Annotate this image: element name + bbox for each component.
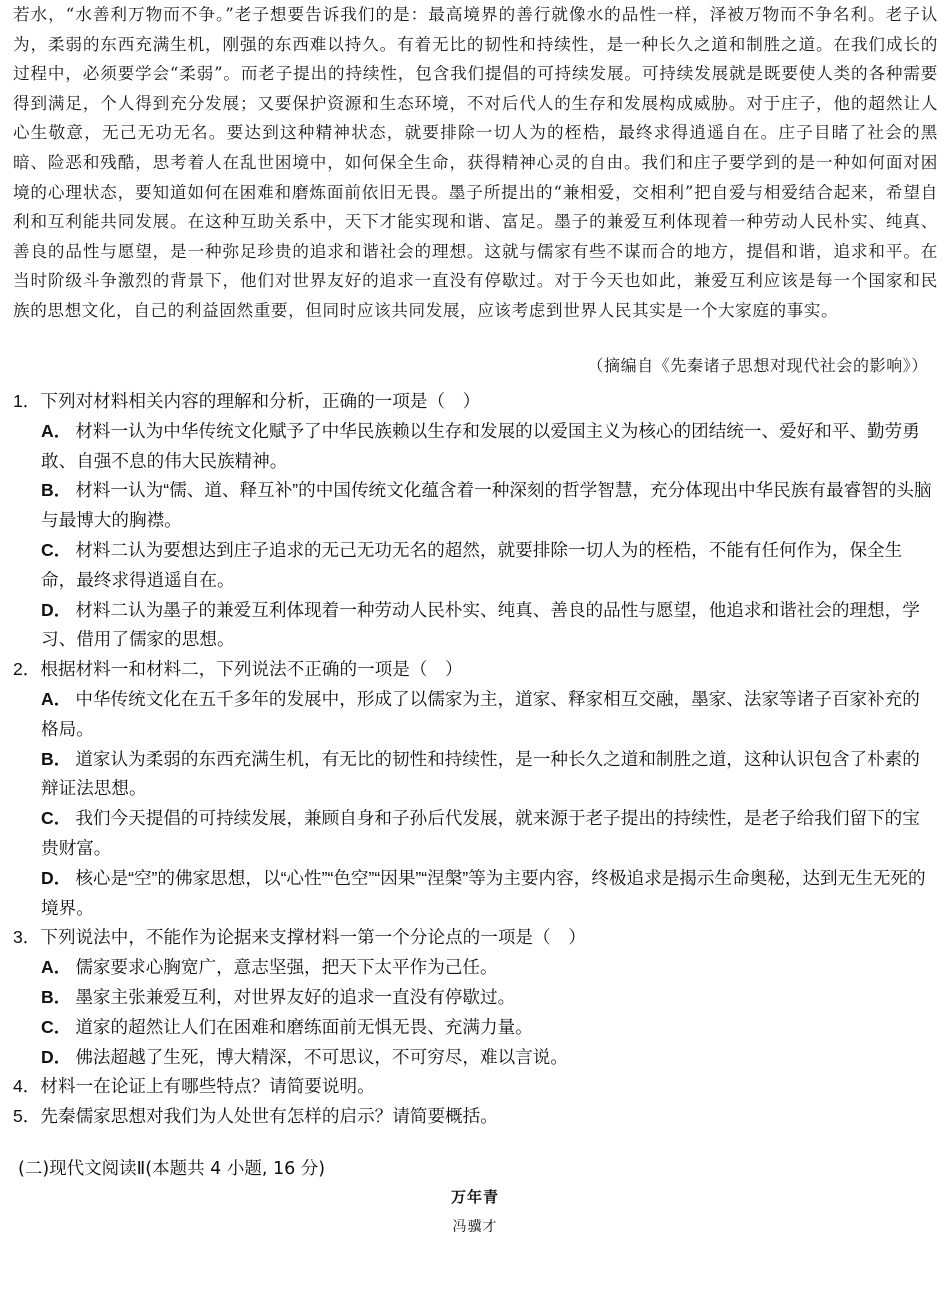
option-d [13, 1043, 933, 1073]
option-c [13, 1013, 933, 1043]
question-number: 5． [13, 1106, 41, 1127]
option-text: 材料二认为要想达到庄子追求的无己无功无名的超然，就要排除一切人为的桎梏，不能有任何作为，保全生命，最终求得逍遥自在。 [41, 539, 903, 590]
option-d [13, 596, 933, 656]
option-text: 材料一认为中华传统文化赋予了中华民族赖以生存和发展的以爱国主义为核心的团结统一、爱好和平、勤劳勇敢、自强不息的伟大民族精神。 [41, 420, 920, 471]
option-letter: A． [41, 688, 72, 709]
question-number: 4． [13, 1076, 41, 1097]
question-1 [13, 387, 933, 655]
option-text: 核心是“空”的佛家思想，以“心性”“色空”“因果”“涅槃”等为主要内容，终极追求是揭示生命奥秘，达到无生无死的境界。 [41, 867, 926, 918]
question-text: 下列说法中，不能作为论据来支撑材料一第一个分论点的一项是（ ） [40, 927, 586, 948]
option-a [13, 953, 933, 983]
option-text: 我们今天提倡的可持续发展，兼顾自身和子孙后代发展，就来源于老子提出的持续性，是老子给我们留下的宝贵财富。 [41, 808, 920, 858]
article-author: 冯骥才 [452, 1219, 498, 1235]
option-text: 道家的超然让人们在困难和磨练面前无惧无畏、充满力量。 [75, 1016, 533, 1037]
option-text: 中华传统文化在五千多年的发展中，形成了以儒家为主，道家、释家相互交融，墨家、法家等诸子百家补充的格局。 [41, 688, 920, 739]
option-letter: C． [41, 808, 72, 829]
option-text: 材料二认为墨子的兼爱互利体现着一种劳动人民朴实、纯真、善良的品性与愿望，他追求和谐社会的理想，学习、借用了儒家的思想。 [41, 599, 920, 650]
question-stem [13, 387, 933, 417]
question-text: 下列对材料相关内容的理解和分析，正确的一项是（ ） [40, 391, 481, 411]
option-letter: C． [41, 539, 72, 560]
material-two-passage: 若水，“水善利万物而不争。”老子想要告诉我们的是：最高境界的善行就像水的品性一样，泽被万物而不争名利。老子认为，柔弱的东西充满生机，刚强的东西难以持久。有着无比的韧性和持续性，是一种长久之道和制胜之道。在我们成长的过程中，必须要学会“柔弱”。而老子提出的持续性，包含我们提倡的可持续发展。可持续发展就是既要使人类的各种需要得到满足，个人得到充分发展；又要保护资源和生态环境，不对后代人的生存和发展构成威胁。对于庄子，他的超然让人心生敬意，无己无功无名。要达到这种精神状态，就要排除一切人为的桎梏，最终求得逍遥自在。庄子目睹了社会的黑暗、险恶和残酷，思考着人在乱世困境中，如何保全生命，获得精神心灵的自由。我们和庄子要学到的是一种如何面对困境的心理状态，要知道如何在困难和磨炼面前依旧无畏。墨子所提出的“兼相爱，交相利”把自爱与相爱结合起来，希望自利和互利能共同发展。在这种互助关系中，天下才能实现和谐、富足。墨子的兼爱互利体现着一种劳动人民朴实、纯真、善良的品性与愿望，是一种弥足珍贵的追求和谐社会的理想。这就与儒家有些不谋而合的地方，提倡和谐，追求和平。在当时阶级斗争激烈的背景下，他们对世界友好的追求一直没有停歇过。对于今天也如此，兼爱互利应该是每一个国家和民族的思想文化，自己的利益固然重要，但同时应该共同发展，应该考虑到世界人民其实是一个大家庭的事实。 [13, 5, 938, 320]
option-c [13, 536, 933, 596]
question-number: 2． [13, 659, 41, 680]
option-a [13, 685, 933, 745]
option-letter: B． [41, 480, 72, 501]
question-stem [13, 923, 933, 953]
option-text: 材料一认为“儒、道、释互补”的中国传统文化蕴含着一种深刻的哲学智慧，充分体现出中华民族有最睿智的头脑与最博大的胸襟。 [41, 480, 932, 531]
option-text: 墨家主张兼爱互利，对世界友好的追求一直没有停歇过。 [75, 986, 516, 1007]
question-list [13, 387, 933, 1132]
option-letter: D． [41, 867, 72, 888]
question-5 [13, 1102, 933, 1132]
question-number: 3． [13, 927, 41, 948]
option-a [13, 417, 933, 477]
option-letter: B． [41, 748, 72, 769]
question-3 [13, 923, 933, 1072]
option-letter: D． [41, 599, 72, 620]
question-text: 根据材料一和材料二，下列说法不正确的一项是（ ） [40, 659, 463, 680]
section-heading: (二)现代文阅读Ⅱ(本题共 4 小题, 16 分) [18, 1159, 326, 1179]
option-text: 佛法超越了生死，博大精深，不可思议，不可穷尽，难以言说。 [75, 1046, 568, 1067]
option-letter: C． [41, 1016, 72, 1037]
option-b [13, 745, 933, 805]
option-d [13, 864, 933, 924]
option-b [13, 476, 933, 536]
question-number: 1． [13, 391, 41, 411]
question-stem [13, 1072, 933, 1102]
option-b [13, 983, 933, 1013]
option-c [13, 804, 933, 864]
question-stem [13, 655, 933, 685]
option-letter: B． [41, 986, 72, 1007]
option-letter: A． [41, 420, 72, 441]
article-title: 万年青 [450, 1188, 499, 1206]
passage-source: （摘编自《先秦诸子思想对现代社会的影响》） [587, 356, 928, 375]
question-text: 材料一在论证上有哪些特点？请简要说明。 [40, 1076, 375, 1097]
question-2 [13, 655, 933, 923]
question-stem [13, 1102, 933, 1132]
option-letter: A． [41, 957, 72, 978]
question-4 [13, 1072, 933, 1102]
option-text: 儒家要求心胸宽广，意志坚强，把天下太平作为己任。 [75, 957, 498, 978]
option-text: 道家认为柔弱的东西充满生机，有无比的韧性和持续性，是一种长久之道和制胜之道，这种认识包含了朴素的辩证法思想。 [41, 748, 920, 799]
option-letter: D． [41, 1046, 72, 1067]
question-text: 先秦儒家思想对我们为人处世有怎样的启示？请简要概括。 [40, 1106, 498, 1127]
